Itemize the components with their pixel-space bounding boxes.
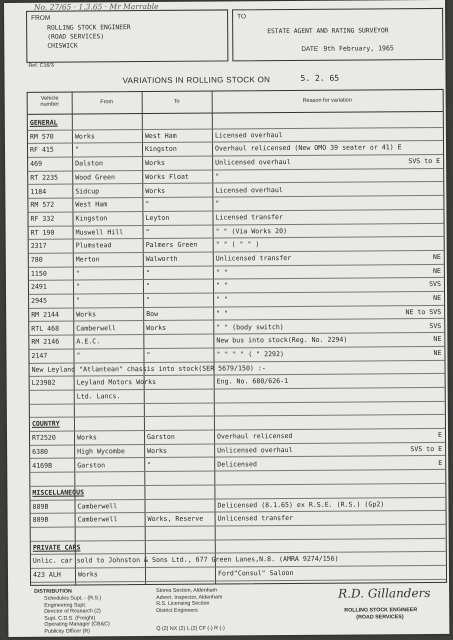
cell-reason: Eng. No. 680/626-1 [216,377,289,386]
section-heading: MISCELLANEOUS [32,488,85,497]
cell-vehicle: 1184 [30,187,47,196]
cell-from: A.E.C. [76,337,101,346]
date-label: DATE [301,45,319,53]
cell-to: " [146,296,151,305]
from-line-3: CHISWICK [47,42,78,50]
cell-code: SVS [429,321,442,330]
cell-reason: Unlicensed transfer [215,254,292,263]
variations-table [27,89,447,586]
distribution-entry: Supt. C.D.S. (Freight) [44,615,96,622]
distribution-entry: Engineering Supt. [44,602,87,609]
column-header-reason: Reason for variation [302,97,352,104]
cell-to: " [145,282,150,291]
cell-vehicle: RM 2144 [31,310,60,319]
cell-to: Walworth [145,254,178,264]
cell-vehicle: 469 [30,159,43,168]
cell-to: Garston [147,432,175,442]
cell-to: Works, Reserve [147,514,204,524]
cell-reason: Unlicensed overhaul [217,445,293,455]
cell-to: " [145,268,150,277]
cell-reason: " " " " ( " 2292) [216,349,284,359]
cell-from: Kingston [75,214,108,223]
cell-code: NE [433,348,442,357]
cell-from: Garston [77,460,106,469]
cell-reason: " " ( " " ) [215,240,260,249]
cell-reason: Licensed transfer [215,212,284,222]
cell-reason: Delicensed (8.1.65) ex R.S.E. (R.S.) (Gp2) [217,499,385,510]
cell-from: Plumstead [75,241,112,250]
reference: Ref. C16/3 [28,62,54,69]
distribution-entry: R.S. Licensing Section [156,600,210,608]
cell-code: SVS to E [410,444,443,453]
signature: R.D. Gillanders [338,586,431,601]
cell-vehicle: RF 332 [30,214,55,223]
cell-to: Bow [146,309,159,318]
from-line-1: ROLLING STOCK ENGINEER [47,24,131,32]
distribution-entry: District Engineers [156,607,198,614]
from-label: FROM [31,14,51,22]
to-label: TO [237,13,247,21]
signature-title-line-1: ROLLING STOCK ENGINEER [344,607,418,614]
cell-vehicle: RT 190 [30,228,55,237]
cell-vehicle: 1150 [30,269,47,278]
cell-vehicle: RT 2235 [30,173,59,182]
signature-title-line-2: (ROAD SERVICES) [356,614,404,621]
column-header-vehicle-line-1: Vehicle [40,95,59,102]
cell-from: Camberwell [76,323,117,333]
cell-vehicle: RTL 468 [31,324,60,333]
cell-reason: Unlicensed transfer [217,514,294,523]
document-title: VARIATIONS IN ROLLING STOCK ON [122,75,271,86]
cell-code: E [438,458,443,467]
cell-reason: " " [215,281,228,290]
cell-from: Wood Green [75,173,115,182]
cell-code: NE [433,294,442,303]
distribution-title: DISTRIBUTION [34,588,72,595]
cell-from: Camberwell [77,501,118,511]
cell-from: Merton [75,255,100,264]
cell-reason: Licensed overhaul [214,130,283,140]
cell-reason: Overhaul relicensed [217,432,293,441]
cell-to: Works Float [145,172,189,181]
cell-to: Leyton [145,213,170,222]
cell-vehicle: 2491 [30,283,47,292]
cell-reason: " [215,199,220,208]
cell-vehicle: 2317 [30,242,47,251]
document-title-date: 5. 2. 65 [300,73,340,83]
cell-to: " [145,227,150,236]
cell-from: Leyland Motors Works [76,378,157,387]
cell-reason: New bus into stock(Reg. No. 2294) [216,335,348,345]
cell-code: NE to SVS [405,307,442,317]
column-header-from: From [100,99,114,106]
row-rule [31,579,446,583]
row-note: New Leyland "Atlantean" chassis into stock(SER 5679/150) :- [31,363,266,374]
cell-reason: " " [216,295,229,304]
cell-from: Works [77,570,98,579]
cell-code: NE [432,252,441,262]
cell-to: " [145,200,150,209]
distribution-entry: Operating Manager (CB&C) [44,621,110,629]
cell-from: Ltd. Lancs. [76,392,121,401]
cell-reason: " [215,172,220,181]
cell-vehicle: RM 2146 [31,337,60,347]
distribution-entry: Director of Research (2) [44,608,101,615]
section-heading: PRIVATE CARS [32,543,81,552]
distribution-list-2 [156,587,222,614]
cell-from: Muswell Hill [75,227,124,237]
distribution-entry: Publicity Officer (R) [44,628,90,635]
cell-to: " [147,460,152,469]
cell-from: " [76,296,81,305]
cell-vehicle: 889B [32,502,49,511]
cell-vehicle: 780 [30,255,43,264]
section-heading: GENERAL [29,118,58,127]
cell-reason: " " (body switch) [216,322,284,332]
cell-vehicle: 6380 [32,447,49,456]
cell-to: Works [145,186,166,195]
cell-to: Palmers Green [145,240,198,250]
cell-reason: " " [215,268,228,277]
row-note: Unlic. car sold to Johnston & Sons Ltd., 677 Green Lanes,N.8. (AMRA 9274/156) [32,555,339,566]
document-sheet [4,0,449,637]
cell-reason: " " [216,309,229,318]
cell-from: West Ham [75,200,108,209]
cell-reason: Licensed overhaul [215,185,283,195]
column-header-vehicle [28,96,72,108]
distribution-entry: Schedules Supt. - (R.S.) [44,595,102,602]
cell-to: " [146,350,151,359]
cell-vehicle: 2945 [31,296,47,305]
cell-from: " [75,282,80,291]
from-line-2: (ROAD SERVICES) [47,33,105,41]
column-header-to: To [173,98,180,105]
to-value: ESTATE AGENT AND RATING SURVEYOR [267,27,389,36]
cell-vehicle: 2147 [31,351,48,360]
cell-code: SVS [429,280,442,289]
cell-to: Works [147,446,168,455]
cell-from: Works [77,433,97,442]
cell-vehicle: RM 572 [30,200,55,210]
cell-from: Camberwell [77,515,118,524]
section-heading: COUNTRY [31,420,60,429]
cell-to: Works [146,323,167,332]
cell-from: " [76,351,81,360]
cell-to: Works [145,158,166,168]
table-row [31,565,446,581]
distribution-entry: Stores Section, Aldenham [156,587,218,594]
distribution-entry: Advert. Inspector, Aldenham [156,594,223,601]
cell-vehicle: L23982 [31,378,56,388]
cell-vehicle: RF 415 [30,146,54,155]
cell-vehicle: 423 ALH [32,570,61,579]
cell-code: SVS to E [408,157,441,166]
cell-code: E [438,431,443,440]
distribution-list-1 [44,595,110,635]
cell-reason: Ford"Consul" Saloon [217,569,294,578]
cell-code: NE [432,266,441,275]
cell-reason: Overhaul relicensed (New OMO 39 seater or 41) E [214,143,402,153]
cell-vehicle: 889B [32,515,49,525]
cell-vehicle: RT2520 [32,433,56,442]
cell-to: West Ham [144,131,177,140]
cell-from: " [74,145,80,154]
cell-from: Dalston [75,159,103,168]
cell-reason: Unlicensed overhaul [215,158,291,167]
cell-vehicle: RM 570 [29,132,54,141]
cell-from: " [75,269,80,278]
cell-code: NE [433,335,442,344]
cell-from: Sidcup [75,186,100,196]
cell-vehicle: 4169B [32,461,53,470]
cell-from: High Wycombe [77,446,125,456]
cell-from: Works [76,310,97,319]
cell-reason: " " (Via Works 20) [215,226,288,236]
from-box [26,9,228,62]
to-box [232,8,443,61]
handwritten-note: No. 27/65 · 1.3.65 · Mr Marrable [33,1,159,12]
date-value: 9th February, 1965 [323,44,394,53]
cell-reason: Delicensed [217,459,257,469]
distribution-codes: Q (2) NX (2) L (2) CF (-) R (-) [156,625,225,632]
column-header-vehicle-line-2: number [40,101,60,108]
cell-to: Kingston [144,145,177,154]
cell-from: Works [74,132,95,141]
